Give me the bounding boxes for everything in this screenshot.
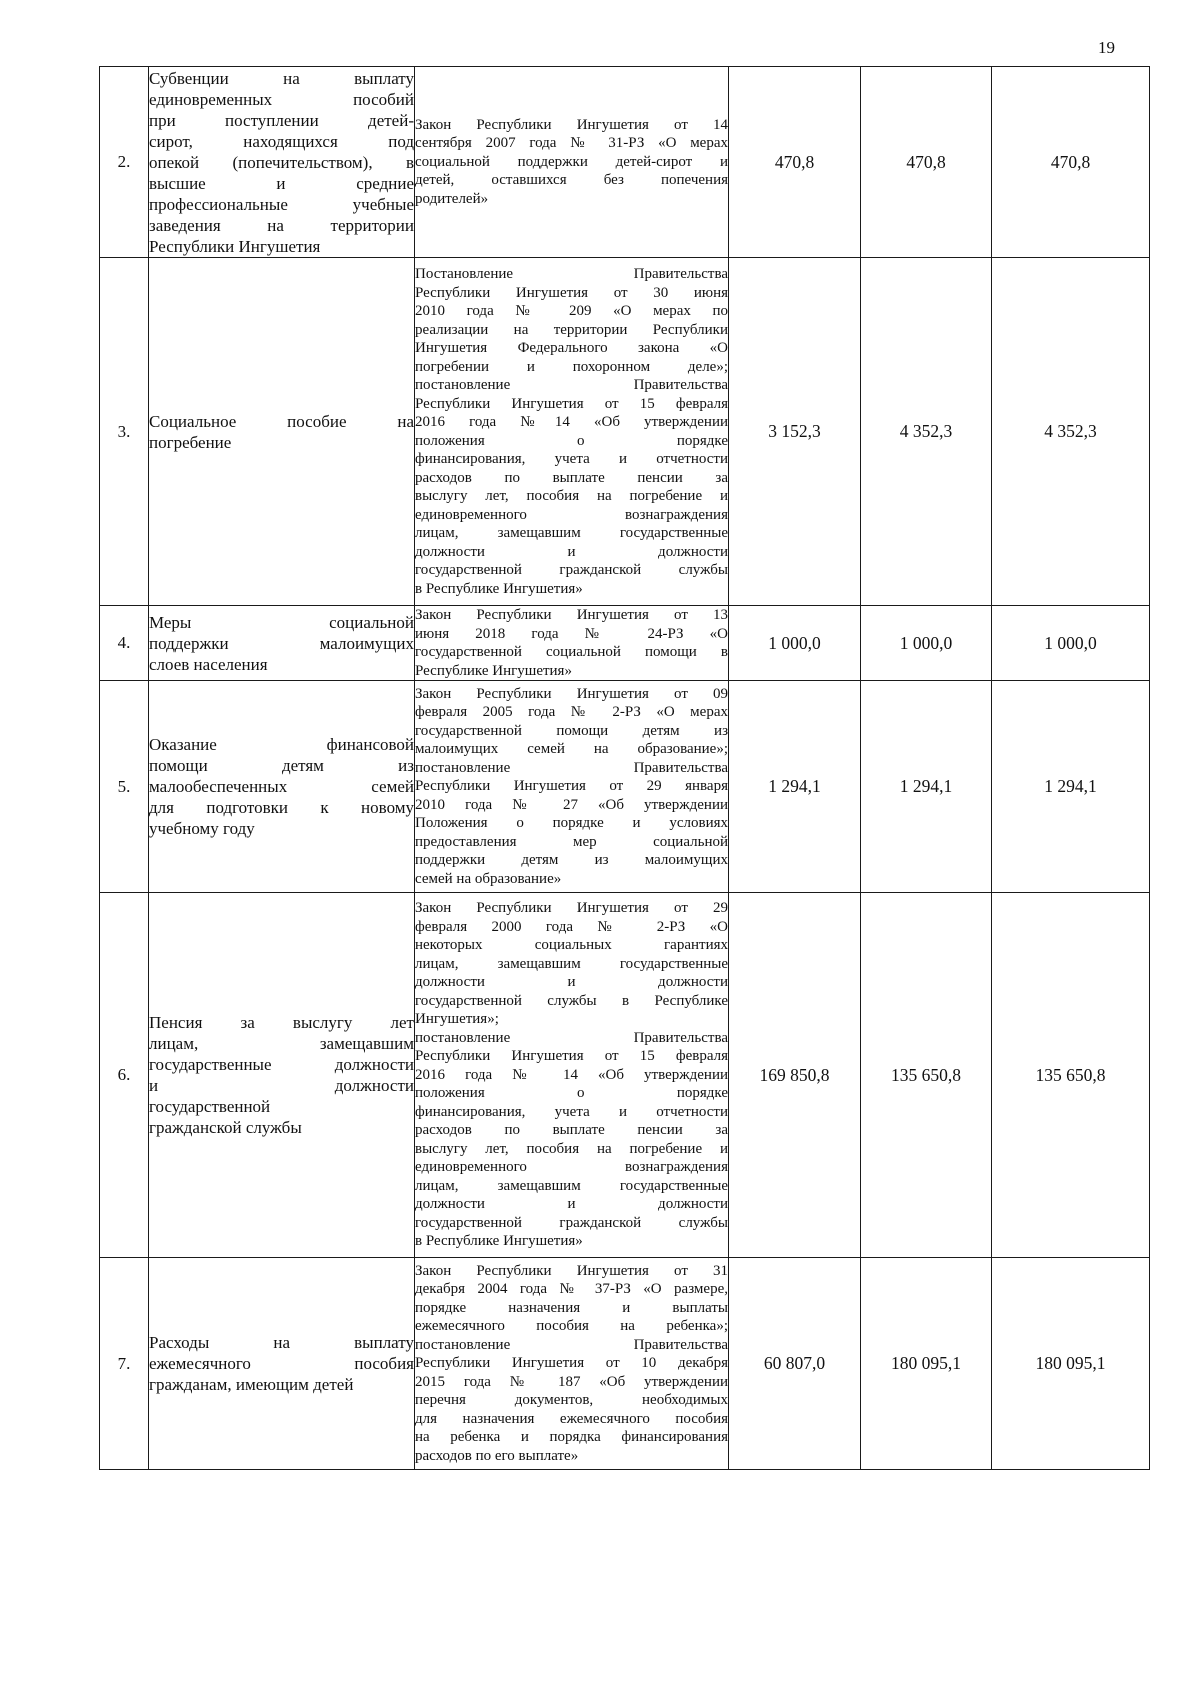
legal-basis-line: сентября 2007 года № 31-РЗ «О мерах (415, 135, 728, 152)
expense-name-line: для подготовки к новому (149, 798, 414, 817)
row-number: 6. (100, 893, 149, 1258)
legal-basis-line: 2016 года № 14 «Об утверждении (415, 1066, 728, 1083)
legal-basis (415, 893, 729, 1258)
expense-name-line: ежемесячного пособия (149, 1354, 414, 1373)
legal-basis-line: Республики Ингушетия от 29 января (415, 778, 728, 795)
table-row (100, 1258, 1150, 1470)
legal-basis-line: расходов по выплате пенсии за (415, 1122, 728, 1139)
amount-year-2: 180 095,1 (861, 1258, 992, 1470)
legal-basis-line: семей на образование» (415, 870, 562, 887)
legal-basis-line: Республики Ингушетия от 15 февраля (415, 395, 728, 412)
table-row (100, 606, 1150, 681)
legal-basis-line: социальной поддержки детей-сирот и (415, 153, 728, 170)
expense-name-line: единовременных пособий (149, 89, 414, 109)
legal-basis-line: расходов по его выплате» (415, 1447, 579, 1464)
expense-name (149, 893, 415, 1258)
legal-basis-line: расходов по выплате пенсии за (415, 469, 728, 486)
legal-basis-line: лицам, замещавшим государственные (415, 525, 728, 541)
legal-basis-line: единовременного вознаграждения (415, 1159, 728, 1176)
amount-year-1: 169 850,8 (729, 893, 861, 1258)
legal-basis-line: положения о порядке (415, 1085, 728, 1102)
legal-basis-line: финансирования, учета и отчетности (415, 451, 728, 467)
expense-name-line: гражданской службы (149, 1118, 302, 1137)
amount-year-1: 470,8 (729, 67, 861, 258)
legal-basis-line: Закон Республики Ингушетия от 14 (415, 116, 728, 133)
amount-year-1: 1 294,1 (729, 681, 861, 893)
legal-basis (415, 1258, 729, 1470)
legal-basis-line: финансирования, учета и отчетности (415, 1103, 728, 1120)
legal-basis-line: выслугу лет, пособия на погребение и (415, 488, 728, 504)
legal-basis-line: некоторых социальных гарантиях (415, 937, 728, 954)
amount-year-2: 1 000,0 (861, 606, 992, 681)
legal-basis-line: Закон Республики Ингушетия от 31 (415, 1262, 728, 1279)
legal-basis-line: Республике Ингушетия» (415, 662, 572, 679)
amount-year-3: 180 095,1 (992, 1258, 1150, 1470)
expense-name-line: Республики Ингушетия (149, 236, 321, 256)
expense-name (149, 1258, 415, 1470)
row-number: 2. (100, 67, 149, 258)
expense-name-line: погребение (149, 432, 232, 452)
expense-name-line: профессиональные учебные (149, 194, 414, 214)
legal-basis-line: февраля 2000 года № 2-РЗ «О (415, 918, 728, 935)
expense-name-line: малообеспеченных семей (149, 777, 414, 796)
legal-basis-line: июня 2018 года № 24-РЗ «О (415, 625, 728, 642)
expense-name-line: при поступлении детей- (149, 110, 414, 130)
expense-name-line: заведения на территории (149, 215, 414, 235)
amount-year-3: 1 000,0 (992, 606, 1150, 681)
expense-name-line: поддержки малоимущих (149, 633, 414, 653)
legal-basis-line: постановление Правительства (415, 1336, 728, 1353)
amount-year-3: 1 294,1 (992, 681, 1150, 893)
legal-basis (415, 67, 729, 258)
table-row (100, 67, 1150, 258)
expense-name-line: Субвенции на выплату (149, 68, 414, 88)
amount-year-3: 4 352,3 (992, 258, 1150, 606)
expense-name-line: Пенсия за выслугу лет (149, 1013, 414, 1032)
legal-basis-line: Положения о порядке и условиях (415, 815, 728, 832)
expense-name-line: учебному году (149, 819, 255, 838)
legal-basis-line: Постановление Правительства (415, 266, 728, 282)
legal-basis-line: постановление Правительства (415, 759, 728, 776)
legal-basis-line: Закон Республики Ингушетия от 29 (415, 900, 728, 917)
amount-year-3: 470,8 (992, 67, 1150, 258)
legal-basis-line: должности и должности (415, 1196, 728, 1213)
legal-basis-line: должности и должности (415, 974, 728, 991)
expense-name-line: гражданам, имеющим детей (149, 1375, 354, 1394)
legal-basis-line: государственной гражданской службы (415, 1214, 728, 1231)
amount-year-1: 3 152,3 (729, 258, 861, 606)
legal-basis-line: государственной помощи детям из (415, 722, 728, 739)
legal-basis-line: для назначения ежемесячного пособия (415, 1410, 728, 1427)
table-row (100, 681, 1150, 893)
row-number: 5. (100, 681, 149, 893)
amount-year-3: 135 650,8 (992, 893, 1150, 1258)
expense-name-line: Меры социальной (149, 612, 414, 632)
expense-name-line: и должности (149, 1076, 414, 1095)
legal-basis-line: государственной гражданской службы (415, 562, 728, 578)
legal-basis-line: лицам, замещавшим государственные (415, 1177, 728, 1194)
row-number: 3. (100, 258, 149, 606)
legal-basis-line: Закон Республики Ингушетия от 13 (415, 607, 728, 623)
page-number: 19 (1098, 38, 1115, 57)
legal-basis-line: реализации на территории Республики (415, 321, 728, 338)
amount-year-1: 60 807,0 (729, 1258, 861, 1470)
legal-basis-line: на ребенка и порядка финансирования (415, 1429, 728, 1446)
expense-name-line: сирот, находящихся под (149, 131, 414, 151)
legal-basis-line: февраля 2005 года № 2-РЗ «О мерах (415, 704, 728, 721)
legal-basis (415, 681, 729, 893)
legal-basis-line: лицам, замещавшим государственные (415, 955, 728, 972)
expense-name-line: государственные должности (149, 1055, 414, 1074)
legal-basis (415, 258, 729, 606)
legal-basis-line: детей, оставшихся без попечения (415, 172, 728, 189)
expense-name-line: слоев населения (149, 654, 268, 674)
amount-year-1: 1 000,0 (729, 606, 861, 681)
legal-basis-line: положения о порядке (415, 432, 728, 449)
legal-basis-line: 2010 года № 209 «О мерах по (415, 303, 728, 319)
legal-basis-line: Республики Ингушетия от 30 июня (415, 284, 728, 301)
legal-basis-line: Республики Ингушетия от 15 февраля (415, 1048, 728, 1065)
legal-basis-line: поддержки детям из малоимущих (415, 852, 728, 869)
legal-basis-line: порядке назначения и выплаты (415, 1299, 728, 1316)
legal-basis-line: постановление Правительства (415, 1029, 728, 1046)
legal-basis-line: единовременного вознаграждения (415, 506, 728, 523)
legal-basis-line: декабря 2004 года № 37-РЗ «О размере, (415, 1281, 728, 1298)
legal-basis-line: предоставления мер социальной (415, 833, 728, 850)
legal-basis-line: 2010 года № 27 «Об утверждении (415, 796, 728, 813)
budget-table (99, 66, 1150, 1470)
legal-basis-line: постановление Правительства (415, 377, 728, 393)
expense-name-line: высшие и средние (149, 173, 414, 193)
legal-basis-line: родителей» (415, 190, 489, 207)
legal-basis-line: в Республике Ингушетия» (415, 580, 583, 597)
legal-basis-line: Республики Ингушетия от 10 декабря (415, 1355, 728, 1372)
legal-basis-line: должности и должности (415, 543, 728, 560)
legal-basis-line: в Республике Ингушетия» (415, 1233, 583, 1250)
expense-name-line: Оказание финансовой (149, 735, 414, 754)
legal-basis-line: ежемесячного пособия на ребенка»; (415, 1318, 728, 1335)
table-row (100, 893, 1150, 1258)
legal-basis-line: государственной службы в Республике (415, 992, 728, 1009)
legal-basis-line: 2016 года №14 «Об утверждении (415, 414, 728, 430)
legal-basis-line: государственной социальной помощи в (415, 644, 728, 660)
expense-name (149, 258, 415, 606)
amount-year-2: 4 352,3 (861, 258, 992, 606)
amount-year-2: 470,8 (861, 67, 992, 258)
expense-name (149, 606, 415, 681)
legal-basis (415, 606, 729, 681)
legal-basis-line: 2015 года № 187 «Об утверждении (415, 1373, 728, 1390)
expense-name-line: лицам, замещавшим (149, 1034, 414, 1053)
expense-name (149, 67, 415, 258)
amount-year-2: 135 650,8 (861, 893, 992, 1258)
table-row (100, 258, 1150, 606)
row-number: 7. (100, 1258, 149, 1470)
legal-basis-line: Ингушетия Федерального закона «О (415, 340, 728, 356)
expense-name-line: опекой (попечительством), в (149, 152, 414, 172)
legal-basis-line: перечня документов, необходимых (415, 1392, 728, 1409)
expense-name-line: Социальное пособие на (149, 411, 414, 431)
row-number: 4. (100, 606, 149, 681)
legal-basis-line: выслугу лет, пособия на погребение и (415, 1140, 728, 1157)
legal-basis-line: малоимущих семей на образование»; (415, 741, 728, 758)
legal-basis-line: погребении и похоронном деле»; (415, 358, 728, 375)
expense-name (149, 681, 415, 893)
expense-name-line: государственной (149, 1097, 271, 1116)
legal-basis-line: Закон Республики Ингушетия от 09 (415, 685, 728, 702)
legal-basis-line: Ингушетия»; (415, 1011, 499, 1028)
amount-year-2: 1 294,1 (861, 681, 992, 893)
expense-name-line: помощи детям из (149, 756, 414, 775)
expense-name-line: Расходы на выплату (149, 1333, 414, 1352)
